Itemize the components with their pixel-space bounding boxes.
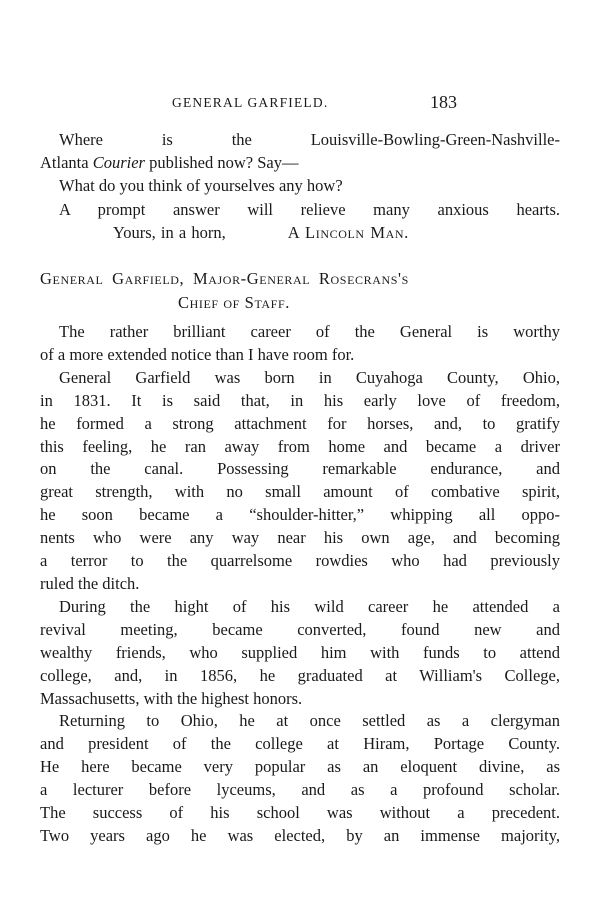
body-line: on the canal. Possessing remarkable endurance, and (40, 459, 560, 479)
body-line: He here became very popular as an eloquent divine, as (40, 757, 560, 777)
body-line: Returning to Ohio, he at once settled as a clergyman (59, 711, 560, 731)
letter-excerpt (40, 128, 560, 244)
body-line: General Garfield was born in Cuyahoga County, Ohio, (59, 367, 560, 387)
body-line: of a more extended notice than I have room for. (40, 344, 355, 364)
body-line: Massachusetts, with the highest honors. (40, 688, 303, 708)
body-line: he soon became a “shoulder-hitter,” whipping all oppo- (40, 505, 560, 525)
letter-signoff-line (40, 221, 560, 244)
body-line: this feeling, he ran away from home and became a driver (40, 436, 560, 456)
body-line: revival meeting, became converted, found new and (40, 619, 560, 639)
body-line: college, and, in 1856, he graduated at William's College, (40, 665, 560, 685)
body-line: The success of his school was without a precedent. (40, 803, 560, 823)
body-line: and president of the college at Hiram, Portage County. (40, 734, 560, 754)
running-head (0, 92, 590, 116)
body-line: The rather brilliant career of the General is worthy (59, 322, 560, 341)
body-line: great strength, with no small amount of combative spirit, (40, 482, 560, 502)
heading-line: Chief of Staff. (178, 292, 290, 312)
body-line: in 1831. It is said that, in his early love of freedom, (40, 390, 560, 410)
letter-line: Where is the Louisville-Bowling-Green-Nashville- (59, 130, 560, 149)
signature: A Lincoln Man. (287, 222, 409, 242)
page-number: 183 (430, 92, 457, 112)
body-line: wealthy friends, who supplied him with funds to attend (40, 642, 560, 662)
letter-line: A prompt answer will relieve many anxious hearts. (59, 199, 560, 219)
letter-line (40, 151, 560, 174)
letter-line: What do you think of yourselves any how? (59, 176, 343, 196)
body-line: a terror to the quarrelsome rowdies who had previously (40, 551, 560, 571)
body-text (40, 321, 560, 848)
running-title: GENERAL GARFIELD. (172, 95, 329, 110)
newspaper-name: Courier (92, 153, 145, 173)
body-line: a lecturer before lyceums, and as a profound scholar. (40, 780, 560, 800)
body-line: Two years ago he was elected, by an immense majority, (40, 825, 560, 845)
body-line: ruled the ditch. (40, 573, 140, 593)
body-line: he formed a strong attachment for horses, and, to gratify (40, 413, 560, 433)
body-line: During the hight of his wild career he attended a (59, 596, 560, 616)
body-line: nents who were any way near his own age, and becoming (40, 528, 560, 548)
signoff: Yours, in a horn, (113, 222, 226, 242)
heading-line: General Garfield, Major-General Rosecrans's (40, 269, 409, 288)
letter-text: Atlanta (40, 153, 93, 173)
section-heading (40, 267, 560, 314)
letter-text: published now? Say— (144, 153, 299, 173)
